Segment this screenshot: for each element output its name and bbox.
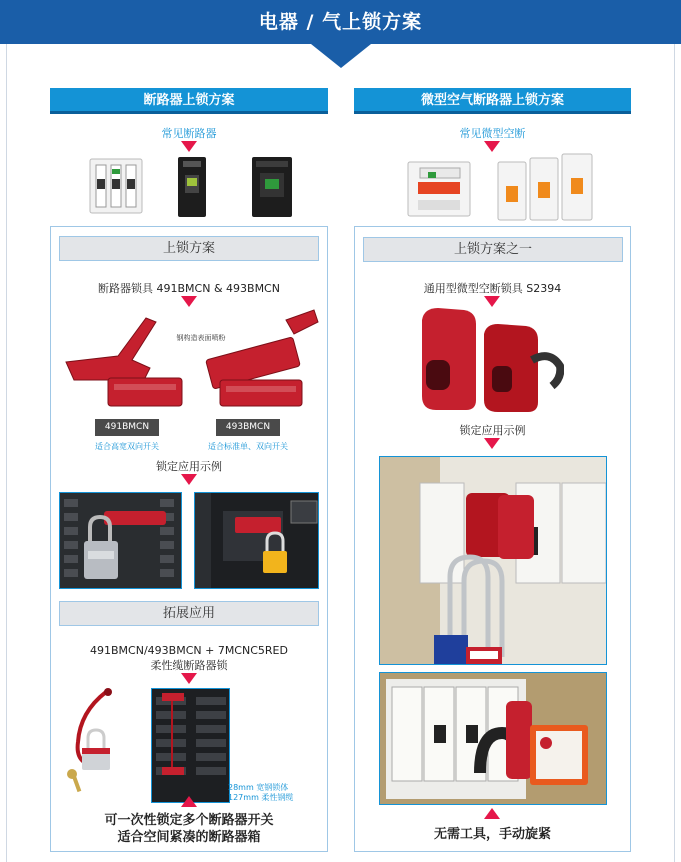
right-product-line: 通用型微型空断锁具 S2394	[423, 282, 562, 295]
lock-example-photo-2	[194, 492, 319, 589]
breaker-product-image	[88, 155, 144, 217]
arrow-down-icon	[484, 438, 500, 449]
model-tag-491: 491BMCN	[95, 419, 159, 436]
model-493-description: 适合标准单、双向开关	[208, 442, 288, 451]
cable-note-2: 127mm 柔性钢缆	[228, 793, 294, 802]
cable-lock-image	[60, 682, 152, 802]
left-bottom-line-1: 可一次性锁定多个断路器开关	[104, 813, 274, 828]
extension-section-title: 拓展应用	[59, 601, 319, 626]
mcb-lock-devices-image	[414, 304, 564, 414]
mcb-product-image	[406, 160, 472, 218]
mcb-product-image	[496, 152, 596, 222]
arrow-down-icon	[181, 673, 197, 684]
model-tag-493: 493BMCN	[216, 419, 280, 436]
breaker-product-image	[250, 155, 294, 219]
arrow-up-icon	[484, 808, 500, 819]
extension-line-2: 柔性缆断路器锁	[150, 659, 228, 672]
arrow-down-icon	[181, 141, 197, 152]
arrow-down-icon	[181, 474, 197, 485]
left-product-line: 断路器锁具 491BMCN & 493BMCN	[98, 282, 280, 295]
left-common-label: 常见断路器	[161, 127, 217, 140]
coating-annotation: 钢构造表面喷粉	[176, 334, 226, 342]
arrow-down-icon	[181, 296, 197, 307]
page-title: 电器 / 气上锁方案	[258, 11, 423, 33]
right-bottom-line: 无需工具，手动旋紧	[433, 827, 551, 842]
right-example-label: 锁定应用示例	[459, 424, 526, 437]
right-common-label: 常见微型空断	[459, 127, 526, 140]
multi-breaker-photo	[151, 688, 230, 803]
arrow-down-icon	[484, 141, 500, 152]
breaker-lock-devices-image	[58, 308, 320, 412]
lock-example-photo-1	[59, 492, 182, 589]
extension-line-1: 491BMCN/493BMCN + 7MCNC5RED	[90, 644, 288, 657]
left-banner: 断路器上锁方案	[50, 88, 328, 114]
cable-note-1: 28mm 宽钢锁体	[228, 783, 289, 792]
left-example-label: 锁定应用示例	[156, 460, 222, 473]
model-491-description: 适合高宽双向开关	[95, 442, 159, 451]
arrow-up-icon	[181, 796, 197, 807]
mcb-lock-example-photo	[379, 456, 607, 665]
left-section-title: 上锁方案	[59, 236, 319, 261]
breaker-product-image	[175, 155, 209, 219]
right-section-title: 上锁方案之一	[363, 237, 623, 262]
right-banner: 微型空气断路器上锁方案	[354, 88, 631, 114]
left-bottom-line-2: 适合空间紧凑的断路器箱	[117, 830, 261, 845]
mcb-lock-example-photo-2	[379, 672, 607, 805]
